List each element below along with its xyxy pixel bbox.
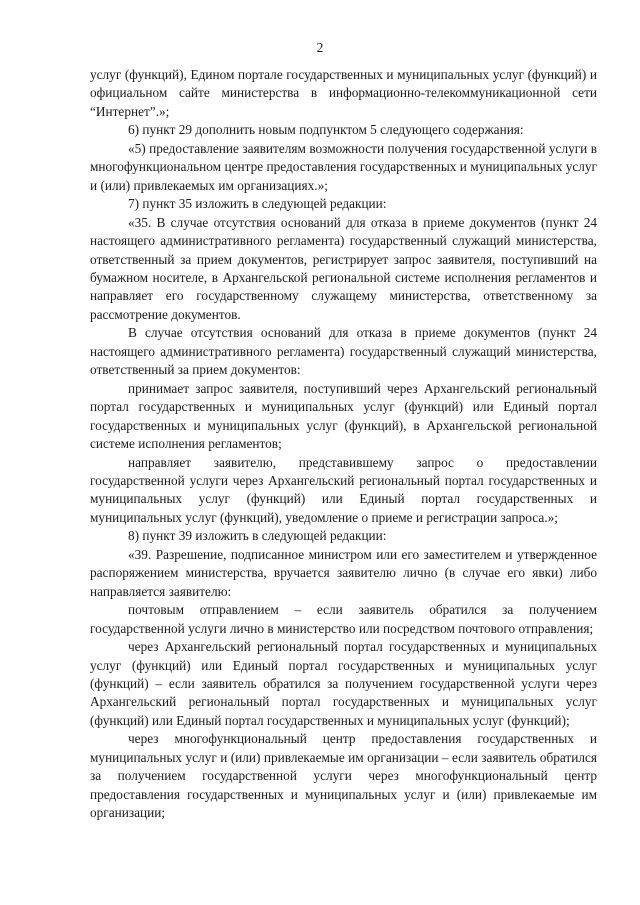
- paragraph-sends-notice: направляет заявителю, представившему запрос о предоставлении государственной услуги через Архангельский региональный портал государственных и муниципальных услуг (функций) или Единый портал государственных и муниципальных услуг (функций), уведомление о приеме и регистрации запроса.»;: [90, 454, 597, 525]
- paragraph-via-mfc: через многофункциональный центр предоставления государственных и муниципальных услуг и (или) привлекаемые им организации – если заявитель обратился за получением государственной услуги через многофункциональный центр предоставления государственных и муниципальных услуг и (или) привлекаемые им организации;: [90, 731, 597, 821]
- paragraph-subitem-5: «5) предоставление заявителям возможности получения государственной услуги в многофункциональном центре предоставления государственных и муниципальных услуг и (или) привлекаемых им организациях.»;: [90, 140, 597, 193]
- paragraph-clause-39: «39. Разрешение, подписанное министром или его заместителем и утвержденное распоряжением министерства, вручается заявителю лично (в случае его явки) либо направляется заявителю:: [90, 546, 597, 599]
- paragraph-by-post: почтовым отправлением – если заявитель обратился за получением государственной услуги лично в министерство или посредством почтового отправления;: [90, 602, 597, 636]
- paragraph-item-8: 8) пункт 39 изложить в следующей редакции:: [128, 528, 387, 544]
- paragraph-clause-35-part-2: В случае отсутствия оснований для отказа в приеме документов (пункт 24 настоящего административного регламента) государственный служащий министерства, ответственный за прием документов:: [90, 325, 597, 378]
- paragraph-via-portal: через Архангельский региональный портал государственных и муниципальных услуг (функций) или Единый портал государственных и муниципальных услуг (функций) – если заявитель обратился за получением государственной услуги через Архангельский региональный портал государственных и муниципальных услуг (функций) или Единый портал государственных и муниципальных услуг (функций);: [90, 639, 597, 728]
- document-body: [90, 66, 597, 823]
- paragraph-clause-35: «35. В случае отсутствия оснований для отказа в приеме документов (пункт 24 настоящего административного регламента) государственный служащий министерства, ответственный за прием документов, регистрирует запрос заявителя, поступивший на бумажном носителе, в Архангельской региональной системе исполнения регламентов и направляет его государственному служащему министерства, ответственному за рассмотрение документов.: [90, 214, 597, 322]
- paragraph-item-6: 6) пункт 29 дополнить новым подпунктом 5 следующего содержания:: [128, 122, 524, 138]
- paragraph-item-7: 7) пункт 35 изложить в следующей редакции:: [128, 196, 387, 212]
- paragraph-continuation: услуг (функций), Едином портале государственных и муниципальных услуг (функций) и официальном сайте министерства в информационно-телекоммуникационной сети “Интернет”.»;: [90, 67, 597, 119]
- paragraph-accepts-request: принимает запрос заявителя, поступивший через Архангельский региональный портал государственных и муниципальных услуг (функций) или Единый портал государственных и муниципальных услуг (функций), в Архангельской региональной системе исполнения регламентов;: [90, 380, 597, 452]
- page-number: 2: [316, 40, 324, 55]
